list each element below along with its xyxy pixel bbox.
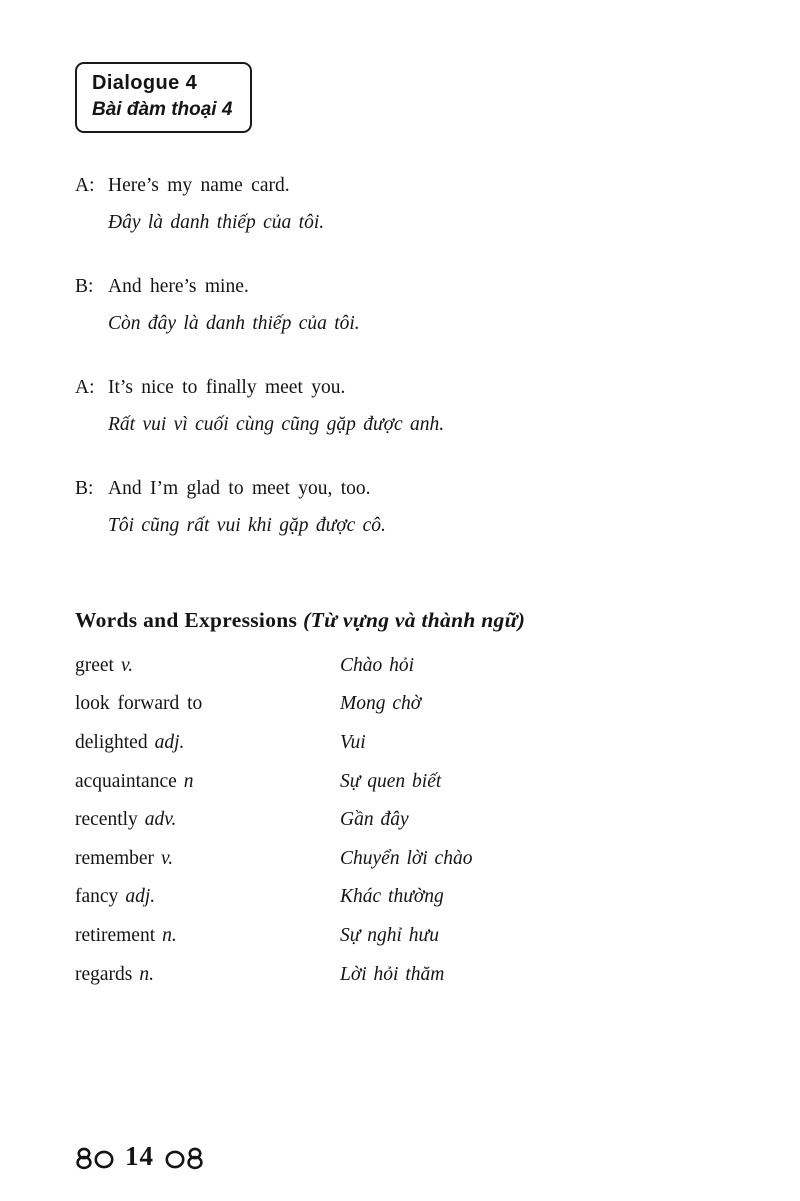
vocab-term-cell <box>75 685 340 724</box>
vocab-translation: Sự nghỉ hưu <box>340 925 439 946</box>
page-number: 14 <box>125 1141 154 1171</box>
english-text: And I’m glad to meet you, too. <box>108 477 371 499</box>
english-text: It’s nice to finally meet you. <box>108 376 346 398</box>
vocab-translation: Chào hỏi <box>340 654 415 676</box>
dialogue-exchange <box>75 167 740 241</box>
vocab-pos: v. <box>120 654 134 676</box>
vocab-row <box>75 878 740 917</box>
vocab-term-cell <box>75 647 340 686</box>
vocab-pos: adj. <box>154 732 185 754</box>
vocab-pos: n <box>183 770 194 792</box>
vocab-translation: Chuyển lời chào <box>340 847 473 869</box>
english-line <box>75 470 740 507</box>
vocab-translation: Khác thường <box>340 886 444 908</box>
vocab-translation: Gần đây <box>340 809 409 831</box>
dialogue-subtitle: Bài đàm thoại 4 <box>92 99 233 120</box>
vocab-heading-paren: (Từ vựng và thành ngữ) <box>303 607 526 632</box>
dialogue-header-box <box>75 62 252 133</box>
english-text: Here’s my name card. <box>108 174 290 196</box>
vocab-pos: adv. <box>144 809 177 831</box>
vocab-row <box>75 685 740 724</box>
vocab-translation: Vui <box>340 732 366 754</box>
page-footer <box>74 1142 205 1173</box>
vocab-term-cell <box>75 840 340 879</box>
vocab-pos: n. <box>139 963 155 985</box>
vocab-term: fancy <box>75 886 119 908</box>
dialogue-exchange <box>75 470 740 544</box>
english-text: And here’s mine. <box>108 275 249 297</box>
vocab-term-cell <box>75 724 340 763</box>
english-line <box>75 369 740 406</box>
dialogue-exchange <box>75 268 740 342</box>
vietnamese-line: Còn đây là danh thiếp của tôi. <box>108 312 360 334</box>
vietnamese-line: Tôi cũng rất vui khi gặp được cô. <box>108 514 386 536</box>
vocab-term: greet <box>75 654 114 676</box>
vocab-term-cell <box>75 801 340 840</box>
vocab-row <box>75 724 740 763</box>
vocab-term-cell <box>75 878 340 917</box>
vocab-row <box>75 647 740 686</box>
vocab-row <box>75 801 740 840</box>
vocab-row <box>75 956 740 995</box>
scroll-ornament-left-icon <box>74 1146 116 1170</box>
speaker-label: B: <box>75 477 94 499</box>
speaker-label: A: <box>75 376 95 398</box>
vocab-translation: Sự quen biết <box>340 770 442 792</box>
vocab-row <box>75 917 740 956</box>
vocab-term: acquaintance <box>75 770 177 792</box>
vietnamese-line: Rất vui vì cuối cùng cũng gặp được anh. <box>108 413 445 435</box>
vocab-term-cell <box>75 956 340 995</box>
dialogue-exchange <box>75 369 740 443</box>
speaker-label: B: <box>75 275 94 297</box>
vocab-term: regards <box>75 963 133 985</box>
vocab-term: look forward to <box>75 693 203 715</box>
vocab-heading-main: Words and Expressions <box>75 607 298 632</box>
english-line <box>75 268 740 305</box>
speaker-label: A: <box>75 174 95 196</box>
english-line <box>75 167 740 204</box>
vietnamese-line: Đây là danh thiếp của tôi. <box>108 211 325 233</box>
vocab-translation: Lời hỏi thăm <box>340 963 445 985</box>
vocab-row <box>75 763 740 802</box>
dialogue-section <box>75 167 740 544</box>
dialogue-title: Dialogue 4 <box>92 72 198 94</box>
vocab-pos: adj. <box>125 886 156 908</box>
vocab-pos: v. <box>161 847 174 869</box>
scroll-ornament-right-icon <box>163 1146 205 1170</box>
vocab-term: delighted <box>75 732 148 754</box>
vocab-pos: n. <box>162 925 177 946</box>
vocab-term-cell <box>75 763 340 802</box>
vocab-section-heading <box>75 608 740 633</box>
vocab-term: recently <box>75 809 138 831</box>
vocab-term: remember <box>75 847 155 869</box>
vocab-term: retirement <box>75 925 156 946</box>
vocab-term-cell <box>75 917 340 956</box>
vocab-list <box>75 647 740 994</box>
vocab-translation: Mong chờ <box>340 693 422 715</box>
vocab-row <box>75 840 740 879</box>
